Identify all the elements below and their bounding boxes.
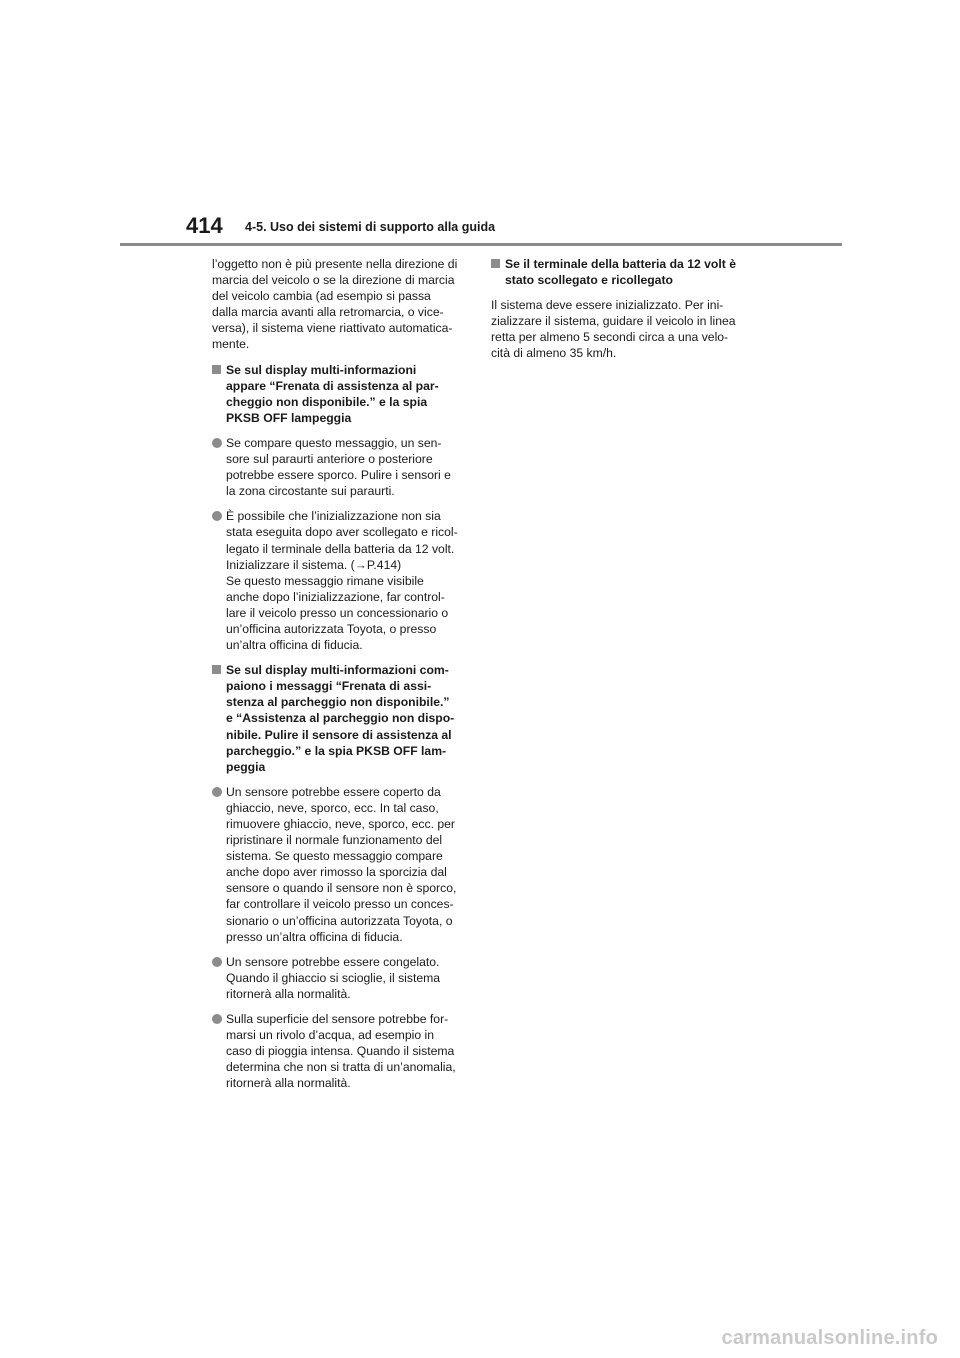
- text-line: ritornerà alla normalità.: [226, 986, 351, 1001]
- text-line: parcheggio.” e la spia PKSB OFF lam-: [226, 743, 447, 758]
- text-line: ritornerà alla normalità.: [226, 1076, 351, 1091]
- text-line: zializzare il sistema, guidare il veicolo in linea: [491, 314, 736, 329]
- circle-bullet-icon: [212, 957, 222, 967]
- square-bullet-icon: [212, 365, 221, 374]
- list-item: [212, 435, 480, 499]
- circle-bullet-icon: [212, 787, 222, 797]
- text-line: cheggio non disponibile.” e la spia: [226, 394, 428, 409]
- text-line: far controllare il veicolo presso un conces-: [226, 897, 454, 912]
- text-line: stato scollegato e ricollegato: [505, 273, 673, 288]
- list-item-text: [226, 954, 480, 1002]
- text-line: Inizializzare il sistema. (→P.414): [226, 557, 402, 572]
- square-bullet-icon: [212, 665, 221, 674]
- text-line: peggia: [226, 759, 266, 774]
- heading-battery-terminal: [491, 256, 759, 288]
- heading-text: [505, 256, 759, 288]
- list-item-text: [226, 784, 480, 945]
- list-item-text: [226, 508, 480, 653]
- circle-bullet-icon: [212, 438, 222, 448]
- section-title: 4-5. Uso dei sistemi di supporto alla guida: [245, 220, 496, 234]
- text-line: Se questo messaggio rimane visibile: [226, 573, 424, 588]
- text-line: legato il terminale della batteria da 12 volt.: [226, 541, 455, 556]
- text-line: e “Assistenza al parcheggio non dispo-: [226, 711, 455, 726]
- text-line: sore sul paraurti anteriore o posteriore: [226, 452, 433, 467]
- text-line: sionario o un’officina autorizzata Toyota, o: [226, 913, 453, 928]
- text-line: la zona circostante sui paraurti.: [226, 484, 395, 499]
- text-line: un’altra officina di fiducia.: [226, 638, 363, 653]
- circle-bullet-icon: [212, 511, 222, 521]
- watermark: carmanualsonline.info: [721, 1327, 938, 1349]
- text-line: presso un’altra officina di fiducia.: [226, 929, 403, 944]
- text-line: mente.: [212, 337, 250, 352]
- text-line: ghiaccio, neve, sporco, ecc. In tal caso,: [226, 800, 439, 815]
- heading-pksb-flashing: [212, 362, 480, 426]
- text-line: Se sul display multi-informazioni: [226, 362, 417, 377]
- square-bullet-icon: [491, 259, 500, 268]
- list-item-text: [226, 1011, 480, 1091]
- heading-text: [226, 662, 480, 775]
- text-line: lare il veicolo presso un concessionario o: [226, 605, 449, 620]
- text-line: nibile. Pulire il sensore di assistenza al: [226, 727, 452, 742]
- text-line: l’oggetto non è più presente nella direzione di: [212, 257, 458, 271]
- text-line: anche dopo l’inizializzazione, far control-: [226, 589, 445, 604]
- circle-bullet-icon: [212, 1014, 222, 1024]
- intro-paragraph: [212, 256, 480, 353]
- text-line: sistema. Se questo messaggio compare: [226, 849, 443, 864]
- text-line: paiono i messaggi “Frenata di assi-: [226, 679, 432, 694]
- heading-two-messages: [212, 662, 480, 775]
- text-line: Quando il ghiaccio si scioglie, il sistema: [226, 970, 441, 985]
- text-line: Se compare questo messaggio, un sen-: [226, 435, 442, 450]
- text-line: stata eseguita dopo aver scollegato e ricol-: [226, 525, 458, 540]
- text-line: Un sensore potrebbe essere coperto da: [226, 784, 441, 799]
- list-item-text: [226, 435, 480, 499]
- battery-paragraph: [491, 297, 759, 361]
- text-line: anche dopo aver rimosso la sporcizia dal: [226, 865, 447, 880]
- text-line: È possibile che l’inizializzazione non sia: [226, 509, 441, 524]
- text-line: potrebbe essere sporco. Pulire i sensori e: [226, 468, 451, 483]
- text-line: dalla marcia avanti alla retromarcia, o vice-: [212, 305, 444, 320]
- header-divider: [120, 243, 842, 246]
- text-line: determina che non si tratta di un’anomalia,: [226, 1060, 456, 1075]
- text-line: ripristinare il normale funzionamento del: [226, 833, 443, 848]
- text-line: Sulla superficie del sensore potrebbe for-: [226, 1012, 449, 1027]
- text-line: cità di almeno 35 km/h.: [491, 346, 617, 361]
- left-column: [212, 256, 480, 1101]
- text-line: stenza al parcheggio non disponibile.”: [226, 695, 450, 710]
- list-item: [212, 508, 480, 653]
- text-line: un’officina autorizzata Toyota, o presso: [226, 621, 437, 636]
- text-line: rimuovere ghiaccio, neve, sporco, ecc. per: [226, 817, 455, 831]
- text-line: marsi un rivolo d’acqua, ad esempio in: [226, 1028, 434, 1043]
- page-number: 414: [186, 213, 223, 238]
- text-line: sensore o quando il sensore non è sporco,: [226, 881, 457, 896]
- text-line: Se il terminale della batteria da 12 volt è: [505, 257, 736, 271]
- text-line: versa), il sistema viene riattivato automatica-: [212, 321, 453, 336]
- text-line: retta per almeno 5 secondi circa a una velo-: [491, 330, 729, 345]
- text-line: del veicolo cambia (ad esempio si passa: [212, 289, 431, 304]
- list-item: [212, 784, 480, 945]
- text-line: Un sensore potrebbe essere congelato.: [226, 954, 440, 969]
- list-item: [212, 954, 480, 1002]
- text-line: caso di pioggia intensa. Quando il sistema: [226, 1044, 455, 1059]
- text-line: PKSB OFF lampeggia: [226, 410, 352, 425]
- text-line: marcia del veicolo o se la direzione di marcia: [212, 273, 455, 288]
- right-column: [491, 256, 759, 371]
- text-line: Se sul display multi-informazioni com-: [226, 663, 449, 678]
- text-line: Il sistema deve essere inizializzato. Per ini-: [491, 298, 724, 313]
- text-line: appare “Frenata di assistenza al par-: [226, 378, 439, 393]
- heading-text: [226, 362, 480, 426]
- list-item: [212, 1011, 480, 1091]
